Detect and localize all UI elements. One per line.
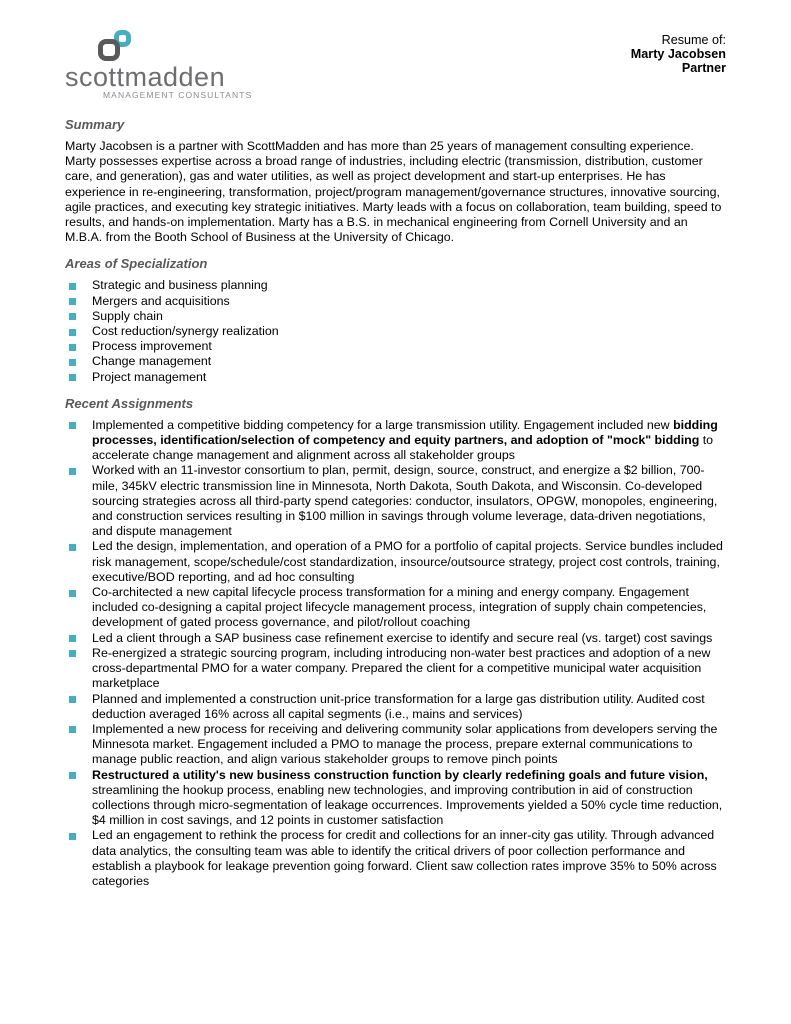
bullet-square-icon bbox=[69, 544, 76, 551]
bullet-square-icon bbox=[69, 283, 76, 290]
list-item bbox=[65, 370, 726, 385]
bullet-square-icon bbox=[69, 359, 76, 366]
bullet-square-icon bbox=[69, 726, 76, 733]
specialization-list bbox=[65, 278, 726, 384]
summary-heading: Summary bbox=[65, 117, 125, 132]
list-item-text: Change management bbox=[92, 354, 212, 369]
list-item-text: Supply chain bbox=[92, 308, 163, 323]
bullet-square-icon bbox=[69, 635, 76, 642]
bullet-square-icon bbox=[69, 590, 76, 597]
list-item-text: Restructured a utility's new business construction function by clearly redefining goals and future vision, streamlining the hookup process, enabling new technologies, and improving contribution in aid of construction collections through micro-segmentation of leakage occurrences. Improvements yielded a 50% cycle time reduction, $4 million in cost savings, and 12 points in customer satisfaction bbox=[92, 767, 723, 828]
list-item bbox=[65, 646, 726, 692]
bullet-square-icon bbox=[69, 344, 76, 351]
list-item bbox=[65, 278, 726, 293]
resume-person-title: Partner bbox=[681, 60, 726, 75]
assignments-list bbox=[65, 418, 726, 889]
list-item-text: Led a client through a SAP business case refinement exercise to identify and secure real (vs. target) cost savings bbox=[92, 630, 713, 645]
list-item-text: Co-architected a new capital lifecycle process transformation for a mining and energy company. Engagement included co-designing a capital project lifecycle management process, integration of supply chain competencies, development of gated process governance, and pilot/rollout coaching bbox=[92, 585, 707, 630]
bullet-square-icon bbox=[69, 374, 76, 381]
list-item bbox=[65, 309, 726, 324]
bullet-square-icon bbox=[69, 833, 76, 840]
resume-of-label: Resume of: bbox=[661, 33, 726, 47]
list-item bbox=[65, 463, 726, 539]
logo-gray-square-icon bbox=[98, 39, 120, 61]
bullet-square-icon bbox=[69, 313, 76, 320]
resume-person-name: Marty Jacobsen bbox=[630, 46, 726, 61]
list-item bbox=[65, 768, 726, 829]
logo-brand-text: scottmadden bbox=[65, 62, 226, 92]
list-item-text: Led the design, implementation, and operation of a PMO for a portfolio of capital projects. Service bundles included risk management, scope/schedule/cost standardization, insource/outsource strategy, project cost controls, training, executive/BOD reporting, and ad hoc consulting bbox=[92, 539, 723, 584]
list-item bbox=[65, 722, 726, 768]
resume-of-block bbox=[631, 28, 726, 75]
bullet-square-icon bbox=[69, 422, 76, 429]
assignments-heading: Recent Assignments bbox=[65, 395, 194, 411]
specialization-heading: Areas of Specialization bbox=[65, 256, 208, 272]
list-item-text: Worked with an 11-investor consortium to plan, permit, design, source, construct, and energize a $2 billion, 700-mile, 345kV electric transmission line in Minnesota, North Dakota, South Dakota, and Wisconsin. Co-developed sourcing strategies across all third-party spend categories: conductor, insulators, OPGW, monopoles, engineering, and construction services resulting in $100 million in savings through volume leverage, data-driven negotiations, and dispute management bbox=[92, 463, 718, 539]
list-item bbox=[65, 324, 726, 339]
bullet-square-icon bbox=[69, 329, 76, 336]
summary-paragraph: Marty Jacobsen is a partner with ScottMadden and has more than 25 years of management consulting experience. Marty possesses expertise across a broad range of industries, including electric (transmission, distribution, customer care, and generation), gas and water utilities, as well as project development and start-up enterprises. He has experience in re-engineering, transformation, project/program management/governance structures, innovative sourcing, agile practices, and executing key strategic initiatives. Marty leads with a focus on collaboration, team building, speed to results, and hands-on implementation. Marty has a B.S. in mechanical engineering from Cornell University and an M.B.A. from the Booth School of Business at the University of Chicago. bbox=[65, 139, 722, 245]
scottmadden-logo bbox=[65, 28, 295, 98]
bullet-square-icon bbox=[69, 772, 76, 779]
bullet-square-icon bbox=[69, 650, 76, 657]
list-item-text: Re-energized a strategic sourcing program, including introducing non-water best practices and adoption of a new cross-departmental PMO for a water company. Prepared the client for a competitive municipal water acquisition marketplace bbox=[92, 645, 711, 691]
list-item bbox=[65, 692, 726, 722]
list-item-text: Strategic and business planning bbox=[92, 278, 268, 293]
bullet-square-icon bbox=[69, 468, 76, 475]
page-header bbox=[65, 28, 726, 98]
list-item bbox=[65, 354, 726, 369]
list-item bbox=[65, 539, 726, 585]
list-item-text: Cost reduction/synergy realization bbox=[92, 324, 279, 339]
list-item-text: Planned and implemented a construction unit-price transformation for a large gas distribution utility. Audited cost deduction averaged 16% across all capital segments (i.e., mains and services) bbox=[92, 691, 705, 721]
list-item bbox=[65, 828, 726, 889]
logo-tagline-text: MANAGEMENT CONSULTANTS bbox=[103, 90, 253, 100]
page-content bbox=[65, 28, 726, 889]
list-item-text: Project management bbox=[92, 369, 207, 384]
list-item-text: Process improvement bbox=[92, 339, 212, 354]
list-item bbox=[65, 339, 726, 354]
list-item-text: Implemented a competitive bidding competency for a large transmission utility. Engagement included new bidding processes, identification/selection of competency and equity partners, and adoption of "mock" bidding to accelerate change management and alignment across all stakeholder groups bbox=[92, 417, 718, 463]
list-item bbox=[65, 294, 726, 309]
list-item-text: Led an engagement to rethink the process for credit and collections for an inner-city gas utility. Through advanced data analytics, the consulting team was able to identify the critical drivers of poor collection performance and establish a playbook for leakage prevention going forward. Client saw collection rates improve 35% to 50% across categories bbox=[92, 828, 717, 888]
bullet-square-icon bbox=[69, 298, 76, 305]
bullet-square-icon bbox=[69, 696, 76, 703]
list-item-text: Implemented a new process for receiving and delivering community solar applications from developers serving the Minnesota market. Engagement included a PMO to manage the process, prepare external communications to manage public reaction, and align various stakeholder groups to remove pinch points bbox=[92, 721, 718, 767]
list-item bbox=[65, 631, 726, 646]
list-item bbox=[65, 418, 726, 464]
list-item bbox=[65, 585, 726, 631]
list-item-text: Mergers and acquisitions bbox=[92, 293, 230, 308]
